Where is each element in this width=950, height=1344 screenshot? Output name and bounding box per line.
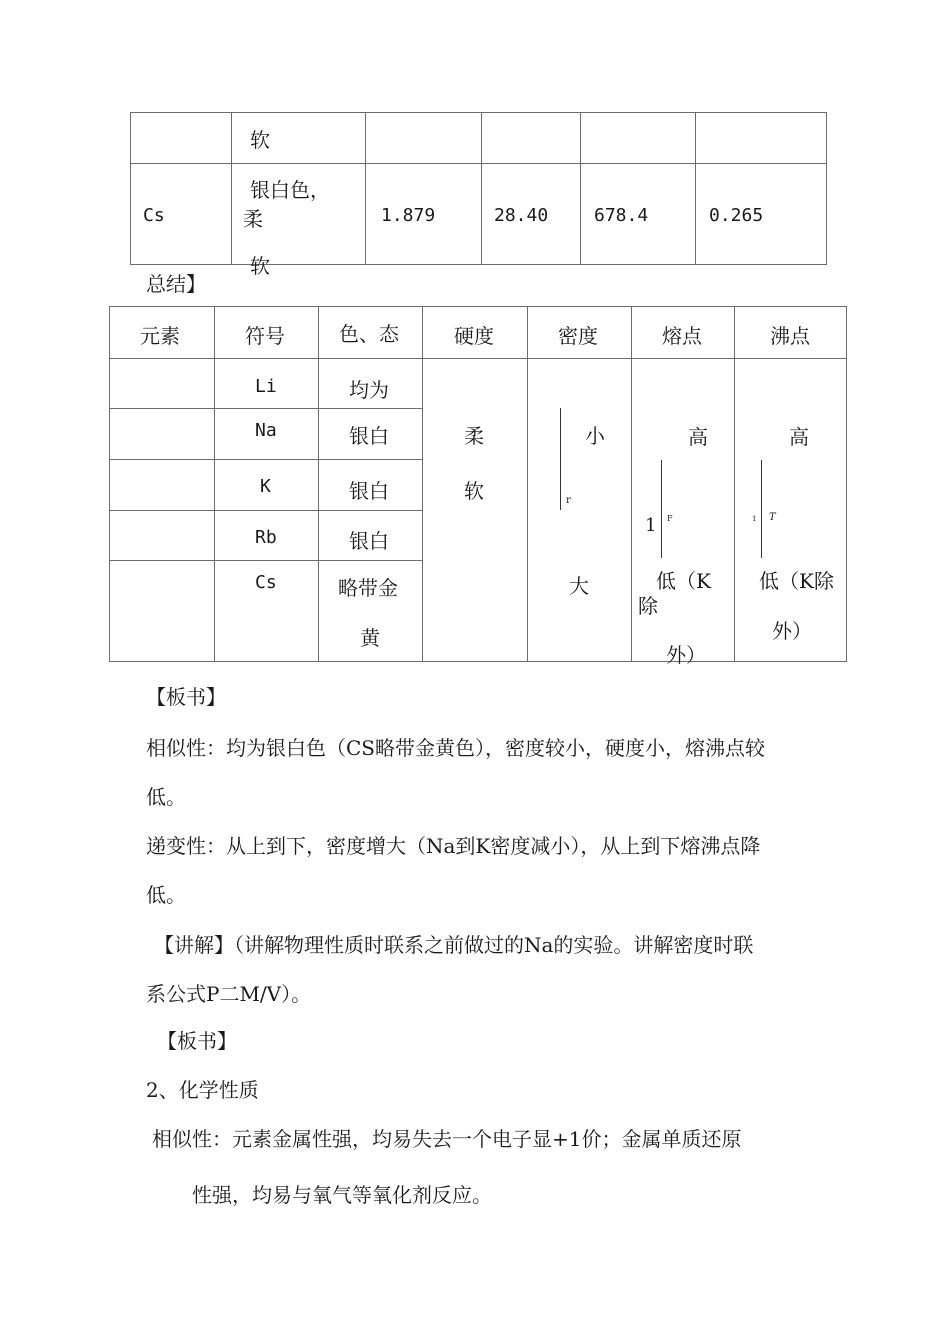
- color-na: 银白: [349, 424, 389, 448]
- summary-label: 总结】: [146, 272, 206, 296]
- density-top: 小: [585, 424, 605, 448]
- top-row2-density: 1.879: [381, 205, 436, 226]
- hardness-line1: 柔: [464, 424, 484, 448]
- top-row2-boiling: 678.4: [594, 205, 649, 226]
- boiling-arrow-line: [761, 460, 762, 558]
- density-arrow-mark: r: [566, 495, 571, 506]
- top-row1-desc: 软: [250, 128, 270, 152]
- header-element: 元素: [140, 324, 180, 348]
- header-melting: 熔点: [662, 324, 702, 348]
- melting-bottom-1: 低（K: [656, 569, 711, 593]
- explain-line1: 【讲解】（讲解物理性质时联系之前做过的Na的实验。讲解密度时联: [154, 933, 754, 957]
- top-row2-melting: 28.40: [494, 205, 549, 226]
- bansu-heading-1: 【板书】: [146, 685, 226, 709]
- symbol-cs: Cs: [255, 572, 277, 593]
- color-k: 银白: [349, 479, 389, 503]
- melting-bottom-3: 外）: [666, 643, 706, 667]
- chem-title: 2、化学性质: [146, 1078, 259, 1102]
- bansu-heading-2: 【板书】: [157, 1029, 237, 1053]
- gradient-line1: 递变性：从上到下，密度增大（Na到K密度减小），从上到下熔沸点降: [146, 834, 761, 858]
- top-row2-desc-line1: 银白色，: [250, 178, 330, 202]
- density-arrow-line: [560, 408, 561, 510]
- header-hardness: 硬度: [454, 324, 494, 348]
- boiling-bottom-1: 低（K除: [759, 569, 834, 593]
- top-row2-desc-line2: 柔: [243, 207, 263, 231]
- explain-line2: 系公式P二M/V）。: [146, 982, 312, 1006]
- header-color-state: 色、态: [339, 322, 399, 346]
- density-bottom: 大: [569, 574, 589, 598]
- melting-bottom-2: 除: [638, 594, 658, 618]
- melting-arrow-line: [661, 460, 662, 558]
- color-rb: 银白: [349, 529, 389, 553]
- color-cs-line2: 黄: [360, 626, 380, 650]
- melting-mark-2: F: [667, 514, 673, 523]
- chem-line1: 相似性：元素金属性强，均易失去一个电子显+1价；金属单质还原: [152, 1127, 742, 1151]
- boiling-mark-1: 1: [752, 515, 757, 523]
- boiling-top: 高: [789, 425, 809, 449]
- symbol-li: Li: [255, 376, 277, 397]
- top-row2-radius: 0.265: [709, 205, 764, 226]
- color-cs-line1: 略带金: [338, 576, 398, 600]
- melting-mark-1: 1: [645, 515, 657, 536]
- boiling-mark-2: T: [769, 512, 776, 523]
- melting-top: 高: [688, 425, 708, 449]
- top-row2-desc-line3: 软: [250, 254, 270, 278]
- symbol-k: K: [260, 476, 271, 497]
- symbol-na: Na: [255, 420, 277, 441]
- header-boiling: 沸点: [770, 324, 810, 348]
- similarity-line2: 低。: [146, 785, 186, 809]
- symbol-rb: Rb: [255, 527, 277, 548]
- boiling-bottom-2: 外）: [772, 619, 812, 643]
- hardness-line2: 软: [464, 479, 484, 503]
- header-density: 密度: [558, 324, 598, 348]
- chem-line2: 性强，均易与氧气等氧化剂反应。: [192, 1183, 492, 1207]
- color-li: 均为: [349, 378, 389, 402]
- similarity-line1: 相似性：均为银白色（CS略带金黄色），密度较小，硬度小，熔沸点较: [146, 736, 766, 760]
- header-symbol: 符号: [245, 324, 285, 348]
- top-row2-symbol: Cs: [143, 205, 165, 226]
- gradient-line2: 低。: [146, 883, 186, 907]
